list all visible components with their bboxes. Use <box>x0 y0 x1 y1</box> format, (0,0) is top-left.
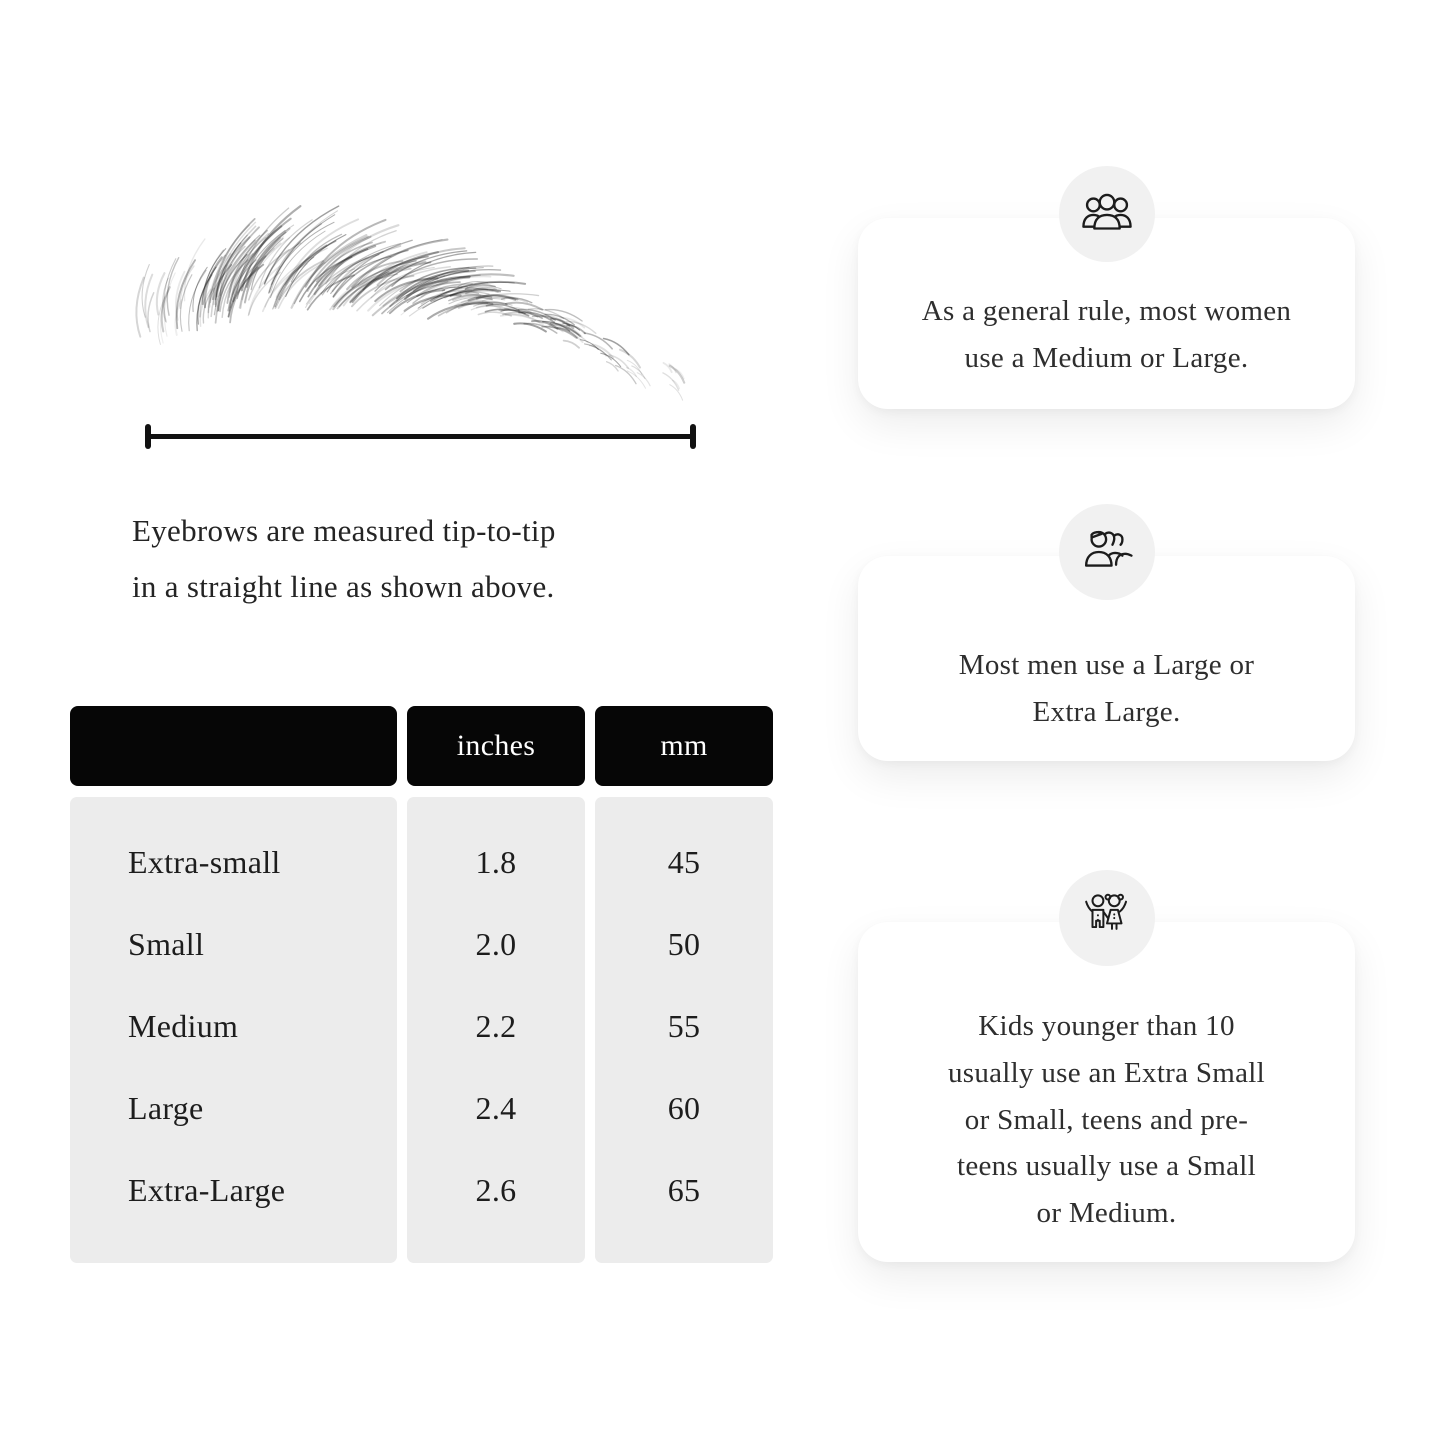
table-row-mm: 45 <box>667 843 701 880</box>
table-row-mm: 50 <box>667 925 701 962</box>
measurement-line <box>145 424 696 449</box>
children-icon <box>1059 870 1155 966</box>
table-row-inches: 2.2 <box>475 1007 517 1044</box>
men-group-icon <box>1059 504 1155 600</box>
table-row-mm: 55 <box>667 1007 701 1044</box>
measurement-line-bar <box>145 434 696 439</box>
size-table-header <box>70 706 773 786</box>
measurement-caption-line2: in a straight line as shown above. <box>132 569 555 604</box>
measurement-line-right-cap <box>690 424 696 449</box>
size-table-header-blank <box>70 706 397 786</box>
info-card-women-text: As a general rule, most women use a Medium or Large. <box>921 294 1292 374</box>
size-table-header-inches: inches <box>407 706 585 786</box>
size-table-inches-column <box>407 797 585 1263</box>
measurement-caption <box>132 503 772 615</box>
size-table-header-mm: mm <box>595 706 773 786</box>
eyebrow-illustration <box>128 243 703 393</box>
info-card-women <box>858 218 1355 409</box>
women-group-icon <box>1059 166 1155 262</box>
info-card-men-text: Most men use a Large or Extra Large. <box>958 648 1255 728</box>
size-table-body <box>70 797 773 1263</box>
table-row-mm: 60 <box>667 1089 701 1126</box>
table-row-inches: 2.6 <box>475 1171 517 1208</box>
table-row-label: Extra-small <box>128 843 281 880</box>
info-card-men <box>858 556 1355 761</box>
table-row-label: Large <box>128 1089 204 1126</box>
size-table <box>70 706 773 1263</box>
table-row-inches: 2.4 <box>475 1089 517 1126</box>
size-table-size-column <box>70 797 397 1263</box>
info-card-kids-text: Kids younger than 10 usually use an Extra Small or Small, teens and pre-teens usually use a Small or Medium. <box>947 1009 1266 1230</box>
size-table-mm-column <box>595 797 773 1263</box>
table-row-label: Extra-Large <box>128 1171 286 1208</box>
info-card-kids <box>858 922 1355 1262</box>
table-row-inches: 1.8 <box>475 843 517 880</box>
table-row-mm: 65 <box>667 1171 701 1208</box>
table-row-label: Medium <box>128 1007 239 1044</box>
table-row-label: Small <box>128 925 205 962</box>
measurement-caption-line1: Eyebrows are measured tip-to-tip <box>132 513 556 548</box>
table-row-inches: 2.0 <box>475 925 517 962</box>
